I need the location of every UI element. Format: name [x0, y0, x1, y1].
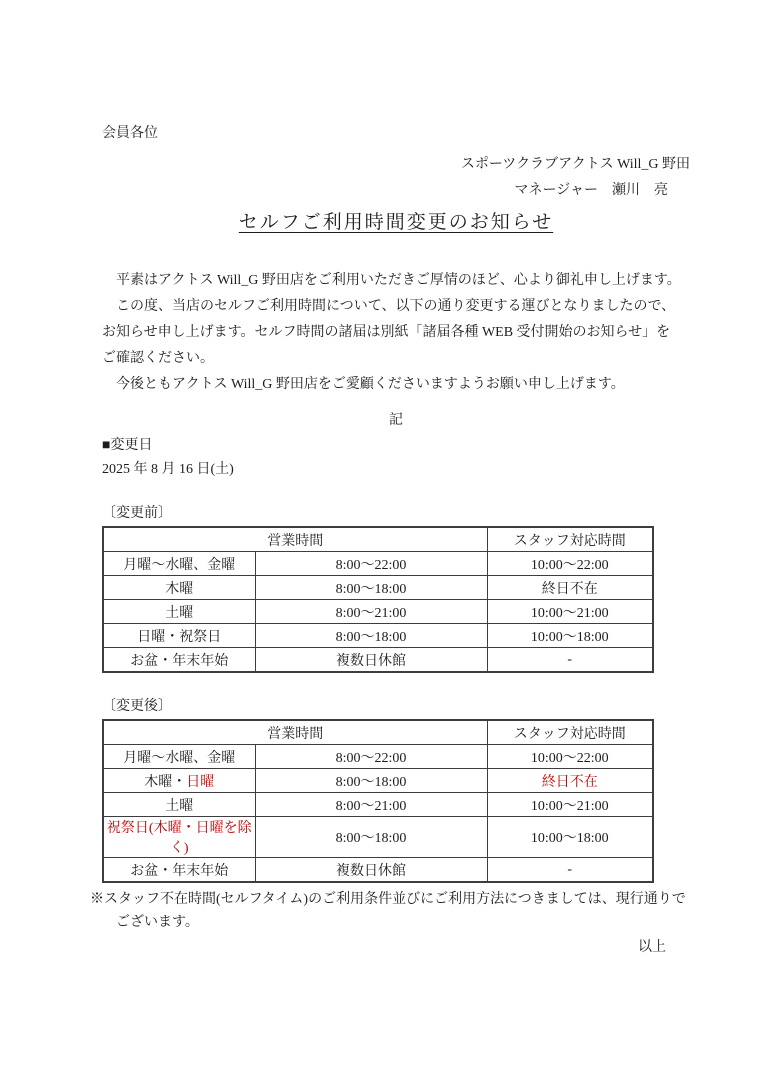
- body-line: ご確認ください。: [102, 351, 214, 366]
- staff-cell: -: [487, 648, 653, 673]
- hours-cell: 8:00～18:00: [255, 769, 487, 793]
- before-table-label: 〔変更前〕: [102, 506, 172, 521]
- header-hours-cell: 営業時間: [103, 527, 487, 552]
- hours-cell: 8:00～18:00: [255, 576, 487, 600]
- hours-cell: 8:00～21:00: [255, 600, 487, 624]
- day-cell: 月曜～水曜、金曜: [103, 745, 255, 769]
- day-cell: 月曜～水曜、金曜: [103, 552, 255, 576]
- sender-block: [102, 152, 690, 204]
- day-text: 木曜・: [144, 774, 187, 790]
- footnote-line: ございます。: [102, 915, 199, 930]
- table-header-row: [103, 527, 653, 552]
- sender-organization: スポーツクラブアクトス Will_G 野田: [460, 157, 690, 172]
- table-row: [103, 769, 653, 793]
- day-cell: お盆・年末年始: [103, 648, 255, 673]
- day-cell: 土曜: [103, 793, 255, 817]
- table-row: [103, 858, 653, 883]
- table-header-row: [103, 720, 653, 745]
- staff-cell: 10:00～22:00: [487, 745, 653, 769]
- ki-marker: 記: [389, 413, 403, 428]
- hours-cell: 複数日休館: [255, 648, 487, 673]
- staff-cell: 10:00～21:00: [487, 793, 653, 817]
- after-table-label: 〔変更後〕: [102, 699, 172, 714]
- day-cell: お盆・年末年始: [103, 858, 255, 883]
- document-title: セルフご利用時間変更のお知らせ: [238, 212, 554, 233]
- table-row: [103, 817, 653, 858]
- day-cell: 日曜・祝祭日: [103, 624, 255, 648]
- staff-cell: 10:00～18:00: [487, 624, 653, 648]
- table-row: [103, 745, 653, 769]
- schedule-table-before: [102, 526, 654, 673]
- change-date-heading: ■変更日: [102, 438, 153, 453]
- sender-person: マネージャー 瀬川 亮: [514, 183, 668, 198]
- staff-cell: 10:00～21:00: [487, 600, 653, 624]
- footnote-line: ※スタッフ不在時間(セルフタイム)のご利用条件並びにご利用方法につきましては、現行通りで: [90, 892, 686, 907]
- day-text-red: 日曜: [186, 774, 215, 790]
- table-row: [103, 552, 653, 576]
- staff-cell: 10:00～18:00: [487, 817, 653, 858]
- day-cell: 土曜: [103, 600, 255, 624]
- change-date-value: 2025 年 8 月 16 日(土): [102, 462, 234, 477]
- hours-cell: 8:00～22:00: [255, 745, 487, 769]
- header-staff-cell: スタッフ対応時間: [487, 720, 653, 745]
- staff-cell: 終日不在: [487, 576, 653, 600]
- table-row: [103, 793, 653, 817]
- header-staff-cell: スタッフ対応時間: [487, 527, 653, 552]
- hours-cell: 8:00～18:00: [255, 817, 487, 858]
- table-row: [103, 624, 653, 648]
- closing-marker: 以上: [638, 940, 666, 955]
- body-line: この度、当店のセルフご利用時間について、以下の通り変更する運びとなりましたので、: [102, 299, 676, 314]
- staff-cell: 10:00～22:00: [487, 552, 653, 576]
- day-cell: 祝祭日(木曜・日曜を除く): [103, 817, 255, 858]
- body-line: お知らせ申し上げます。セルフ時間の諸届は別紙「諸届各種 WEB 受付開始のお知らせ」を: [102, 325, 671, 340]
- hours-cell: 複数日休館: [255, 858, 487, 883]
- staff-cell: -: [487, 858, 653, 883]
- body-line: 平素はアクトス Will_G 野田店をご利用いただきご厚情のほど、心より御礼申し上げます。: [102, 273, 681, 288]
- recipient-line: 会員各位: [102, 126, 158, 141]
- schedule-table-after: [102, 719, 654, 883]
- staff-cell: 終日不在: [487, 769, 653, 793]
- table-row: [103, 648, 653, 673]
- table-row: [103, 576, 653, 600]
- body-paragraphs: [102, 268, 690, 398]
- footnote-block: [90, 888, 690, 934]
- hours-cell: 8:00～18:00: [255, 624, 487, 648]
- hours-cell: 8:00～22:00: [255, 552, 487, 576]
- day-cell: [103, 769, 255, 793]
- day-cell: 木曜: [103, 576, 255, 600]
- header-hours-cell: 営業時間: [103, 720, 487, 745]
- body-line: 今後ともアクトス Will_G 野田店をご愛顧くださいますようお願い申し上げます。: [102, 377, 625, 392]
- hours-cell: 8:00～21:00: [255, 793, 487, 817]
- table-row: [103, 600, 653, 624]
